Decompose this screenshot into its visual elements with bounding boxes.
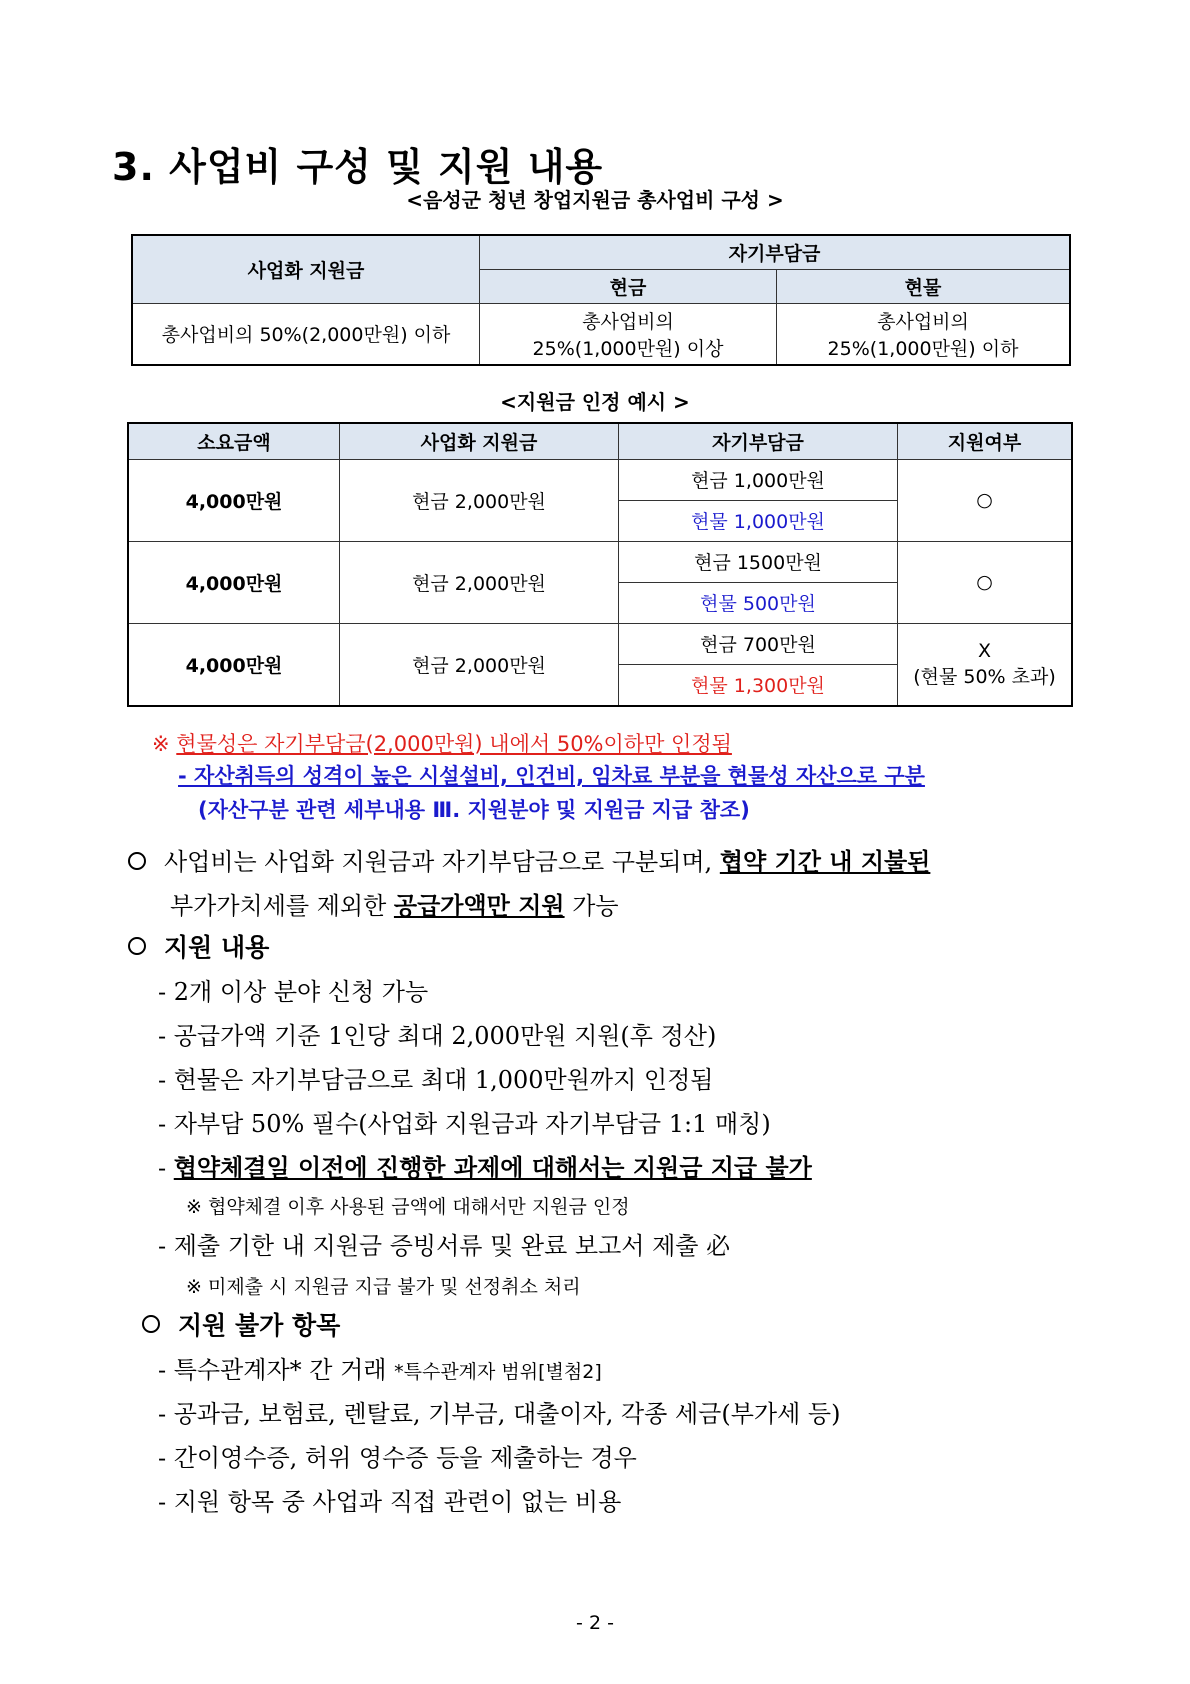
row3-result-mark: X [977, 639, 992, 662]
row1-cash: 현금 1,000만원 [619, 459, 898, 500]
support-item-1: - 2개 이상 분야 신청 가능 [158, 978, 429, 1006]
cell-cash-line1: 총사업비의 [582, 310, 674, 333]
inkind-limit-note [152, 728, 732, 758]
support-item-2: - 공급가액 기준 1인당 최대 2,000만원 지원(후 정산) [158, 1022, 717, 1050]
row1-result: ○ [898, 459, 1073, 541]
support-item-6: - 제출 기한 내 지원금 증빙서류 및 완료 보고서 제출 必 [158, 1232, 731, 1260]
para1-line2-bold: 공급가액만 지원 [393, 892, 565, 920]
row1-inkind: 현물 1,000만원 [619, 500, 898, 541]
table2-caption: <지원금 인정 예시 > [500, 390, 690, 414]
page-title: 3. 사업비 구성 및 지원 내용 [112, 145, 604, 189]
header-result: 지원여부 [898, 423, 1073, 459]
circle-bullet-icon [128, 937, 146, 955]
row3-inkind: 현물 1,300만원 [619, 664, 898, 706]
row3-cash: 현금 700만원 [619, 623, 898, 664]
table1-caption: <음성군 청년 창업지원금 총사업비 구성 > [406, 188, 784, 212]
asset-reference-note: (자산구분 관련 세부내용 Ⅲ. 지원분야 및 지원금 지급 참조) [198, 798, 750, 822]
excluded-item-3: - 간이영수증, 허위 영수증 등을 제출하는 경우 [158, 1444, 637, 1472]
para1-text: 사업비는 사업화 지원금과 자기부담금으로 구분되며, [164, 848, 720, 876]
row2-support: 현금 2,000만원 [340, 541, 619, 623]
excluded-item-1-text: - 특수관계자* 간 거래 [158, 1356, 395, 1384]
row2-cash: 현금 1500만원 [619, 541, 898, 582]
support-note-2: ※ 미제출 시 지원금 지급 불가 및 선정취소 처리 [186, 1276, 581, 1298]
row3-amount: 4,000만원 [128, 623, 340, 706]
header-self: 자기부담금 [619, 423, 898, 459]
cell-support: 총사업비의 50%(2,000만원) 이하 [132, 303, 480, 365]
example-table [127, 422, 1073, 707]
header-amount: 소요금액 [128, 423, 340, 459]
budget-composition-table [131, 234, 1071, 366]
row2-inkind: 현물 500만원 [619, 582, 898, 623]
circle-bullet-icon [128, 852, 146, 870]
row3-result [898, 623, 1073, 706]
excluded-heading-text: 지원 불가 항목 [178, 1311, 341, 1340]
cell-cash-line2: 25%(1,000만원) 이상 [532, 337, 724, 360]
para1-line1 [128, 842, 930, 877]
excluded-item-2: - 공과금, 보험료, 렌탈료, 기부금, 대출이자, 각종 세금(부가세 등) [158, 1400, 841, 1428]
para1-bold: 협약 기간 내 지불된 [719, 848, 931, 876]
support-note-1: ※ 협약체결 이후 사용된 금액에 대해서만 지원금 인정 [186, 1196, 630, 1218]
cell-inkind-line2: 25%(1,000만원) 이하 [827, 337, 1019, 360]
dash: - [158, 1154, 174, 1182]
cell-cash [480, 303, 777, 365]
header-self: 자기부담금 [480, 235, 1071, 269]
row1-amount: 4,000만원 [128, 459, 340, 541]
header-cash: 현금 [480, 269, 777, 303]
excluded-heading [142, 1306, 340, 1342]
row3-support: 현금 2,000만원 [340, 623, 619, 706]
header-support: 사업화 지원금 [340, 423, 619, 459]
row2-result: ○ [898, 541, 1073, 623]
note-mark: ※ [152, 732, 170, 756]
page-number: - 2 - [576, 1612, 614, 1634]
cell-inkind [777, 303, 1071, 365]
para1-line2-text: 부가가치세를 제외한 [170, 892, 394, 920]
support-item-5 [158, 1148, 812, 1183]
para1-line2 [170, 886, 619, 921]
excluded-item-1 [158, 1350, 602, 1385]
row3-result-note: (현물 50% 초과) [913, 665, 1056, 688]
support-item-4: - 자부담 50% 필수(사업화 지원금과 자기부담금 1:1 매칭) [158, 1110, 771, 1138]
support-heading [128, 928, 269, 964]
support-heading-text: 지원 내용 [164, 933, 270, 962]
header-support: 사업화 지원금 [132, 235, 480, 303]
excluded-item-1-note: *특수관계자 범위[별첨2] [394, 1361, 602, 1383]
row1-support: 현금 2,000만원 [340, 459, 619, 541]
note-red-text: 현물성은 자기부담금(2,000만원) 내에서 50%이하만 인정됨 [176, 732, 732, 756]
cell-inkind-line1: 총사업비의 [877, 310, 969, 333]
header-inkind: 현물 [777, 269, 1071, 303]
support-item-3: - 현물은 자기부담금으로 최대 1,000만원까지 인정됨 [158, 1066, 714, 1094]
circle-bullet-icon [142, 1315, 160, 1333]
para1-line2-post: 가능 [564, 892, 619, 920]
asset-classification-note: - 자산취득의 성격이 높은 시설설비, 인건비, 임차료 부분을 현물성 자산으로 구분 [178, 764, 925, 788]
excluded-item-4: - 지원 항목 중 사업과 직접 관련이 없는 비용 [158, 1488, 622, 1516]
row2-amount: 4,000만원 [128, 541, 340, 623]
support-item-5-bold: 협약체결일 이전에 진행한 과제에 대해서는 지원금 지급 불가 [173, 1154, 812, 1182]
